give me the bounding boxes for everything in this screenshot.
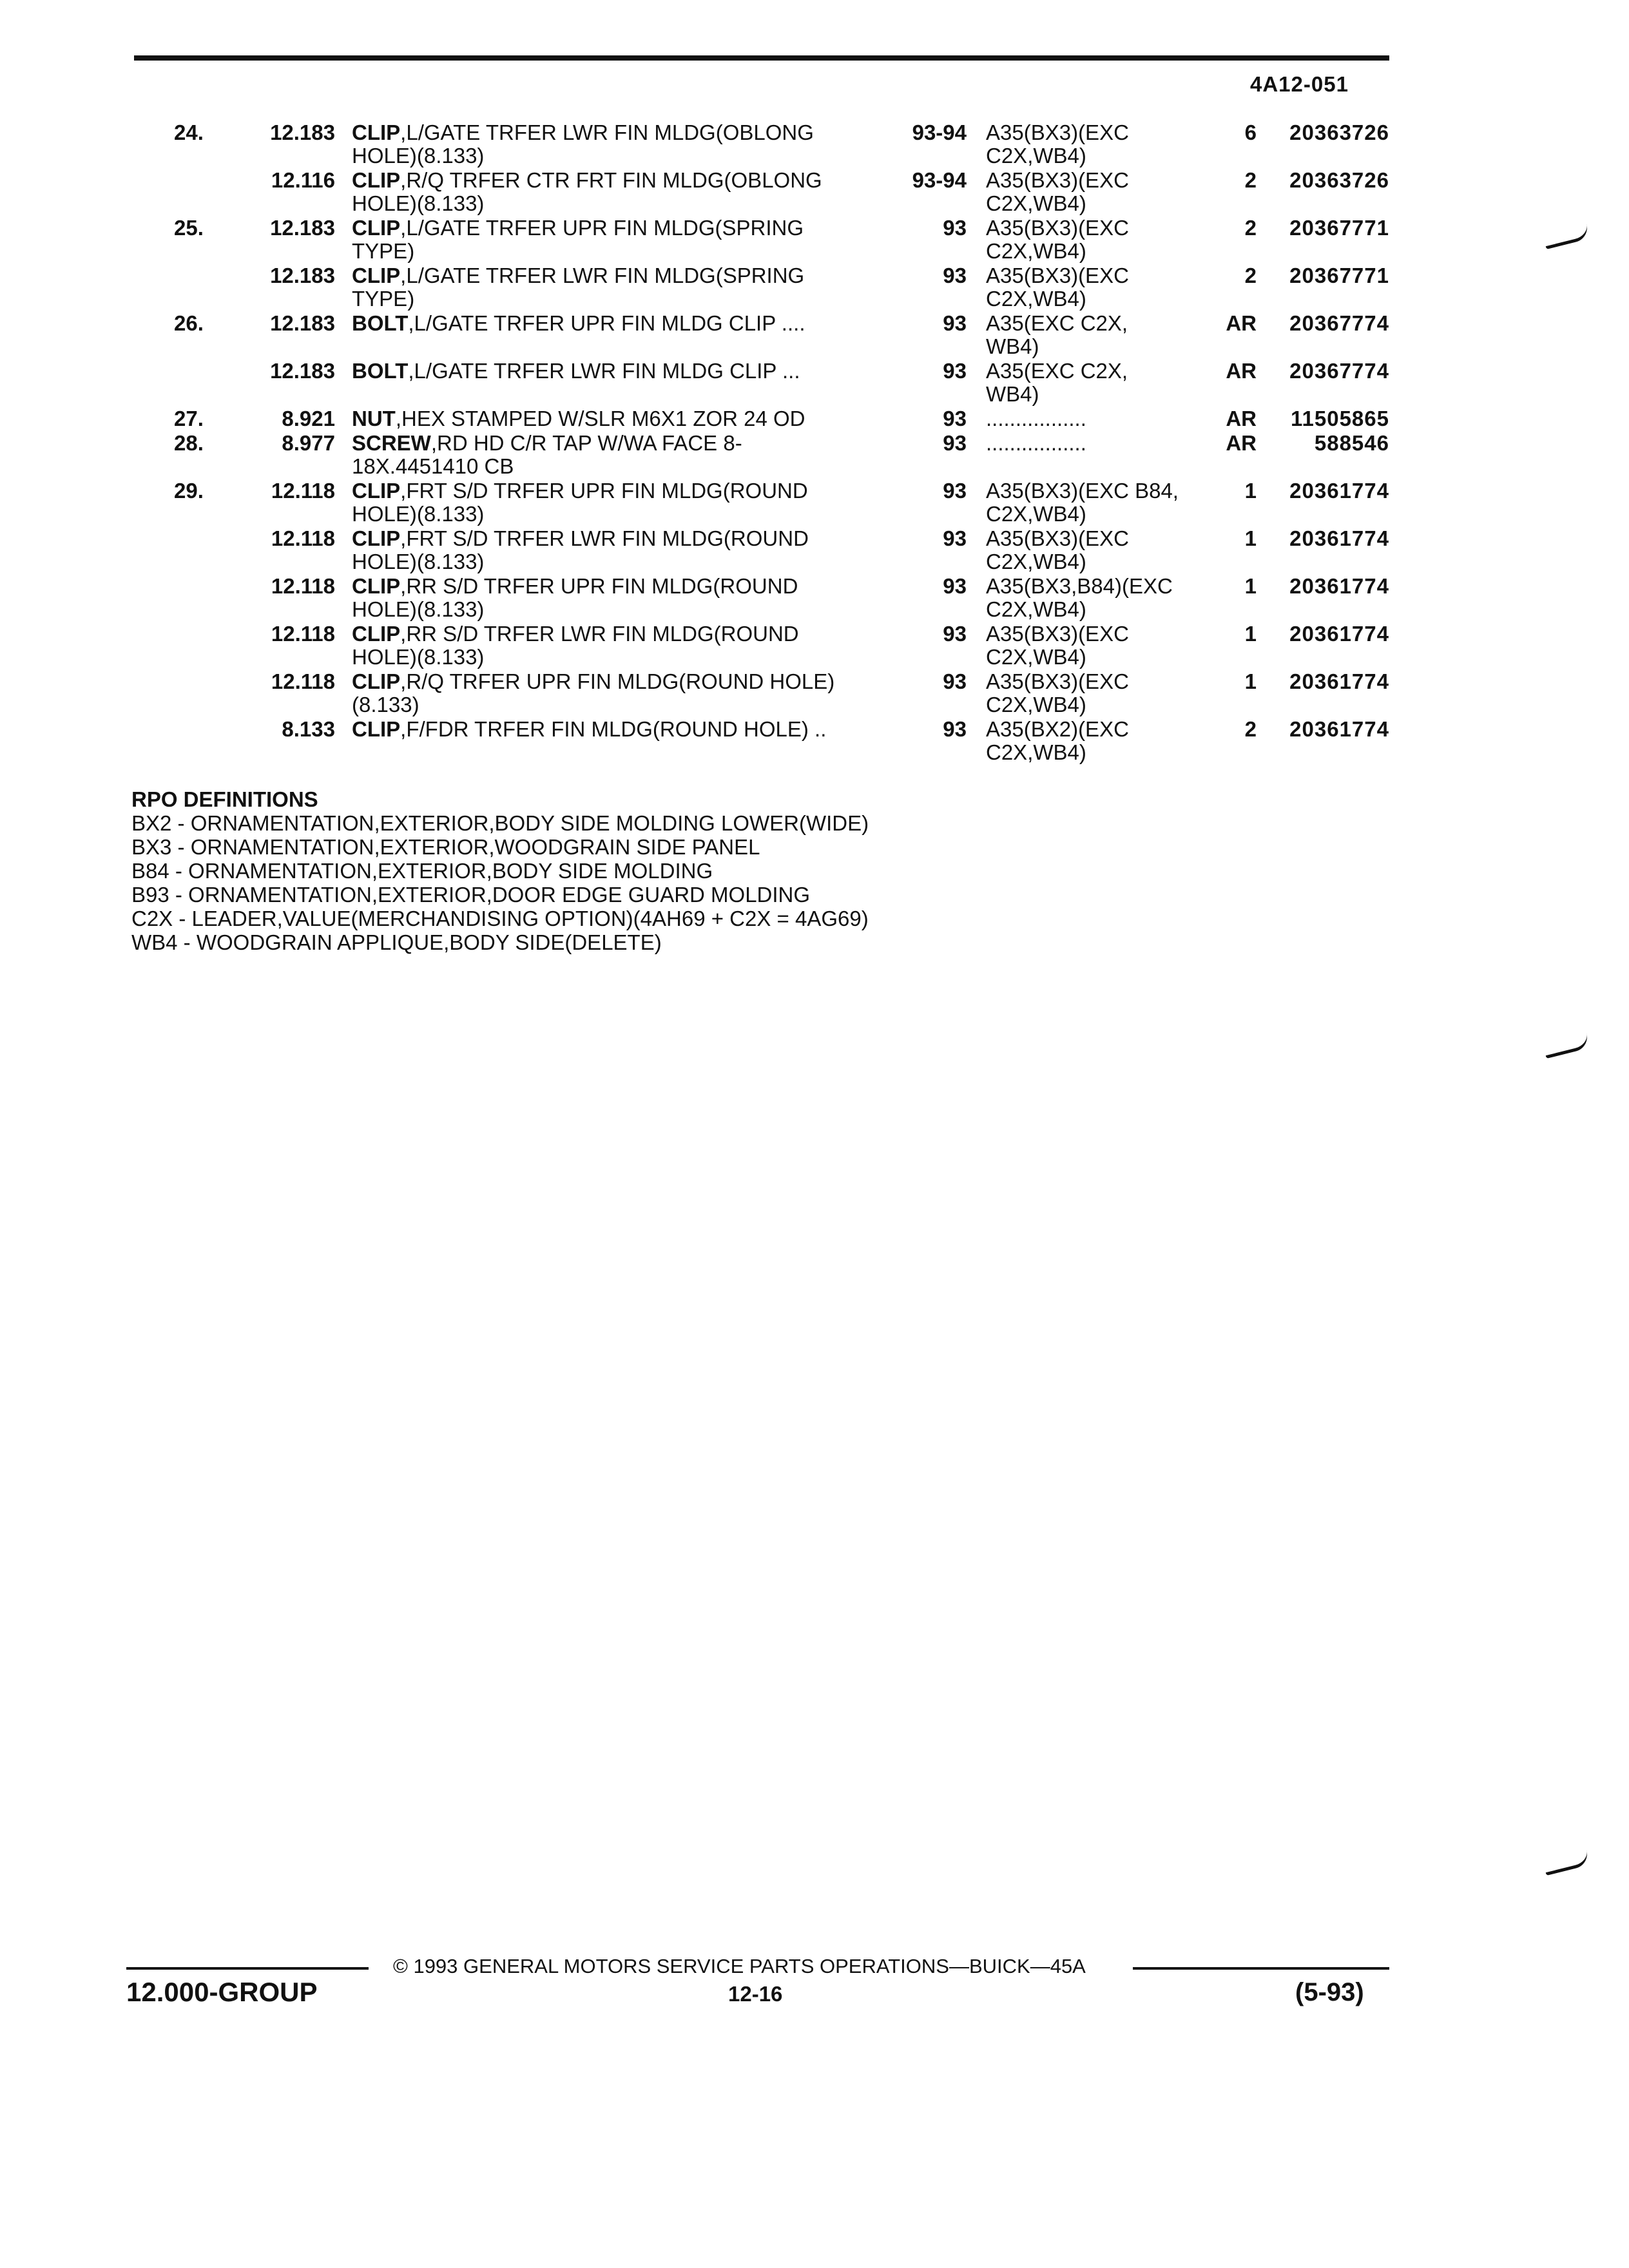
model-years: 93 [943,526,967,550]
part-number: 11505865 [1290,407,1389,430]
footer-rule-right [1133,1967,1389,1970]
footer-rule-left [126,1967,369,1970]
part-number: 20361774 [1289,669,1389,693]
group-number: 12.116 [271,168,335,192]
model-years: 93 [943,717,967,741]
rpo-definition-line: BX2 - ORNAMENTATION,EXTERIOR,BODY SIDE MOLDING LOWER(WIDE) [131,811,869,835]
footer-page-number: 12-16 [728,1982,783,2006]
group-number: 8.921 [282,407,335,430]
table-row [0,718,1629,767]
usage: A35(BX3,B84)(EXC C2X,WB4) [986,574,1173,621]
group-number: 12.118 [271,479,335,503]
part-number: 20361774 [1289,479,1389,503]
usage: ................. [986,431,1086,455]
description-text: ,RD HD C/R TAP W/WA FACE 8- 18X.4451410 CB [352,431,742,478]
description-text: ,L/GATE TRFER LWR FIN MLDG(OBLONG HOLE)(8.133) [352,120,814,168]
usage: A35(BX3)(EXC C2X,WB4) [986,526,1129,573]
footer-copyright: © 1993 GENERAL MOTORS SERVICE PARTS OPERATIONS—BUICK—45A [393,1955,1086,1977]
quantity: AR [1226,359,1257,383]
part-keyword: SCREW [352,431,431,455]
part-keyword: BOLT [352,359,409,383]
usage: A35(EXC C2X, WB4) [986,359,1128,406]
usage: A35(BX3)(EXC C2X,WB4) [986,264,1129,311]
description [352,360,900,383]
description-text: ,RR S/D TRFER LWR FIN MLDG(ROUND HOLE)(8.133) [352,622,799,669]
quantity: 1 [1244,479,1257,503]
quantity: 1 [1244,669,1257,693]
usage: A35(EXC C2X, WB4) [986,311,1128,358]
rpo-definition-line: BX3 - ORNAMENTATION,EXTERIOR,WOODGRAIN SIDE PANEL [131,835,760,859]
group-number: 12.118 [271,622,335,646]
table-row [0,432,1629,481]
table-row [0,169,1629,218]
model-years: 93 [943,669,967,693]
rpo-definition-line: B93 - ORNAMENTATION,EXTERIOR,DOOR EDGE GUARD MOLDING [131,883,811,907]
usage: ................. [986,407,1086,430]
part-number: 20367774 [1289,359,1389,383]
ref-number: 26. [174,311,204,335]
page-code: 4A12-051 [1250,72,1349,96]
description [352,264,900,311]
part-keyword: CLIP [352,216,401,240]
part-keyword: CLIP [352,168,401,192]
model-years: 93 [943,359,967,383]
part-keyword: CLIP [352,717,401,741]
part-keyword: CLIP [352,574,401,598]
part-keyword: CLIP [352,669,401,693]
quantity: 1 [1244,574,1257,598]
description-text: ,L/GATE TRFER UPR FIN MLDG(SPRING TYPE) [352,216,804,263]
ref-number: 29. [174,479,204,503]
table-row [0,360,1629,408]
model-years: 93 [943,216,967,240]
part-number: 20367774 [1289,311,1389,335]
description-text: ,RR S/D TRFER UPR FIN MLDG(ROUND HOLE)(8.133) [352,574,798,621]
description [352,216,900,263]
rpo-definition-line: B84 - ORNAMENTATION,EXTERIOR,BODY SIDE MOLDING [131,859,713,883]
rpo-definition-line: C2X - LEADER,VALUE(MERCHANDISING OPTION)(4AH69 + C2X = 4AG69) [131,907,869,930]
usage: A35(BX2)(EXC C2X,WB4) [986,717,1129,764]
group-number: 12.118 [271,669,335,693]
ref-number: 28. [174,431,204,455]
description-text: ,L/GATE TRFER LWR FIN MLDG CLIP ... [408,359,800,383]
quantity: 2 [1244,717,1257,741]
rpo-title: RPO DEFINITIONS [131,787,318,811]
part-keyword: BOLT [352,311,409,335]
description-text: ,F/FDR TRFER FIN MLDG(ROUND HOLE) .. [400,717,827,741]
part-keyword: CLIP [352,622,401,646]
description-text: ,R/Q TRFER CTR FRT FIN MLDG(OBLONG HOLE)(8.133) [352,168,822,215]
description [352,527,900,573]
group-number: 12.183 [270,311,335,335]
model-years: 93 [943,407,967,430]
table-row [0,121,1629,170]
part-number: 20361774 [1289,574,1389,598]
part-number: 20361774 [1289,526,1389,550]
part-keyword: NUT [352,407,396,430]
part-keyword: CLIP [352,479,401,503]
binder-hole-mark [1543,1850,1590,1876]
description [352,575,900,621]
part-number: 20361774 [1289,622,1389,646]
model-years: 93 [943,622,967,646]
quantity: AR [1226,311,1257,335]
group-number: 12.183 [270,120,335,144]
model-years: 93 [943,264,967,287]
group-number: 12.183 [270,359,335,383]
part-number: 20361774 [1289,717,1389,741]
usage: A35(BX3)(EXC C2X,WB4) [986,622,1129,669]
part-number: 20367771 [1289,216,1389,240]
part-number: 20363726 [1289,168,1389,192]
group-number: 8.977 [282,431,335,455]
description [352,432,900,478]
ref-number: 27. [174,407,204,430]
table-row [0,312,1629,361]
model-years: 93-94 [912,168,967,192]
description-text: ,R/Q TRFER UPR FIN MLDG(ROUND HOLE) (8.133) [352,669,835,716]
table-row [0,527,1629,576]
description [352,479,900,526]
model-years: 93 [943,431,967,455]
table-row [0,479,1629,528]
usage: A35(BX3)(EXC C2X,WB4) [986,168,1129,215]
part-keyword: CLIP [352,526,401,550]
table-row [0,264,1629,313]
description [352,312,900,335]
description [352,407,900,430]
top-rule [134,55,1389,61]
group-number: 12.183 [270,216,335,240]
usage: A35(BX3)(EXC C2X,WB4) [986,120,1129,168]
rpo-lines [131,811,869,954]
table-row [0,216,1629,265]
part-number: 20367771 [1289,264,1389,287]
quantity: 2 [1244,216,1257,240]
table-row [0,670,1629,719]
quantity: AR [1226,431,1257,455]
part-keyword: CLIP [352,120,401,144]
usage: A35(BX3)(EXC B84, C2X,WB4) [986,479,1179,526]
table-row [0,575,1629,624]
group-number: 12.183 [270,264,335,287]
description [352,718,900,741]
quantity: 1 [1244,526,1257,550]
group-number: 12.118 [271,526,335,550]
ref-number: 24. [174,120,204,144]
usage: A35(BX3)(EXC C2X,WB4) [986,216,1129,263]
model-years: 93 [943,479,967,503]
quantity: 2 [1244,168,1257,192]
rpo-definition-line: WB4 - WOODGRAIN APPLIQUE,BODY SIDE(DELETE) [131,930,662,954]
model-years: 93 [943,574,967,598]
description [352,169,900,215]
model-years: 93-94 [912,120,967,144]
description-text: ,HEX STAMPED W/SLR M6X1 ZOR 24 OD [395,407,805,430]
quantity: AR [1226,407,1257,430]
rpo-definitions [131,787,869,954]
binder-hole-mark [1543,1033,1590,1059]
description [352,121,900,168]
footer-date: (5-93) [1295,1978,1364,2006]
group-number: 8.133 [282,717,335,741]
description [352,670,900,716]
quantity: 1 [1244,622,1257,646]
table-row [0,622,1629,671]
part-number: 20363726 [1289,120,1389,144]
ref-number: 25. [174,216,204,240]
description [352,622,900,669]
part-number: 588546 [1314,431,1389,455]
usage: A35(BX3)(EXC C2X,WB4) [986,669,1129,716]
group-number: 12.118 [271,574,335,598]
quantity: 6 [1244,120,1257,144]
description-text: ,FRT S/D TRFER UPR FIN MLDG(ROUND HOLE)(8.133) [352,479,808,526]
part-keyword: CLIP [352,264,401,287]
quantity: 2 [1244,264,1257,287]
model-years: 93 [943,311,967,335]
description-text: ,FRT S/D TRFER LWR FIN MLDG(ROUND HOLE)(8.133) [352,526,809,573]
description-text: ,L/GATE TRFER UPR FIN MLDG CLIP .... [408,311,805,335]
description-text: ,L/GATE TRFER LWR FIN MLDG(SPRING TYPE) [352,264,805,311]
footer-group: 12.000-GROUP [126,1977,318,2007]
